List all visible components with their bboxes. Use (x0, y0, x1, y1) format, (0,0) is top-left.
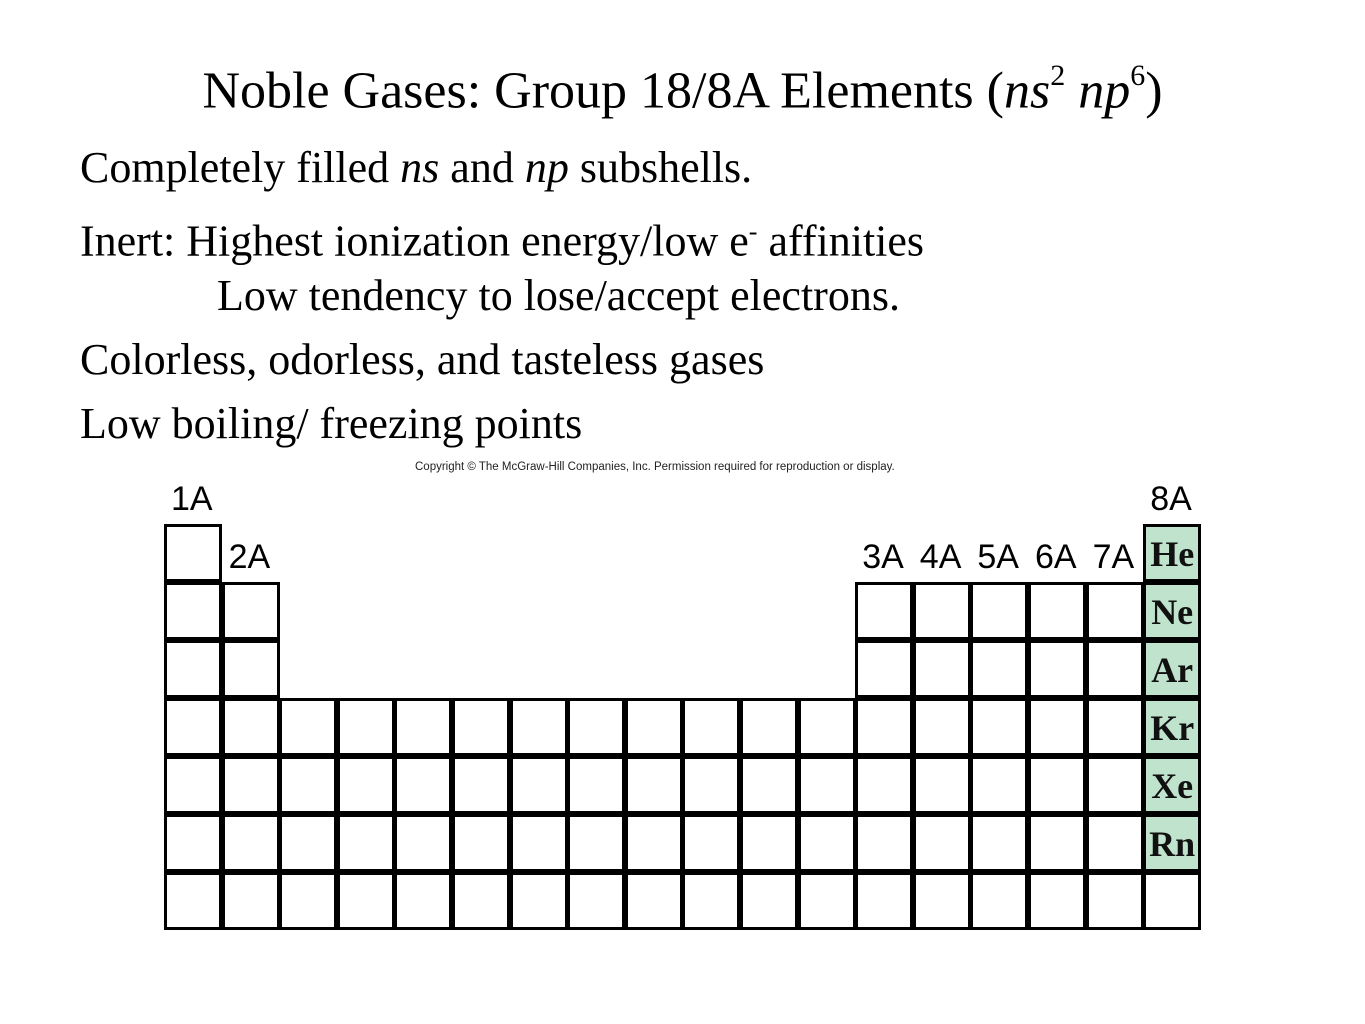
element-cell (625, 814, 683, 872)
group-label-3a: 3A (862, 538, 904, 576)
element-cell (222, 640, 280, 698)
element-cell (1086, 872, 1144, 930)
element-cell (1086, 756, 1144, 814)
element-cell (164, 582, 222, 640)
element-cell (164, 872, 222, 930)
element-cell (567, 872, 625, 930)
element-symbol: Ar (1151, 650, 1194, 690)
element-symbol: Xe (1151, 766, 1194, 806)
copyright-notice: Copyright © The McGraw-Hill Companies, Inc. Permission required for reproduction or display. (415, 461, 895, 473)
element-cell (394, 814, 452, 872)
noble-gas-cell (1143, 640, 1201, 698)
element-cell (913, 872, 971, 930)
element-cell (452, 814, 510, 872)
element-cell (798, 698, 856, 756)
element-cell (279, 756, 337, 814)
element-cell (222, 756, 280, 814)
element-cell (222, 582, 280, 640)
element-cell (1028, 582, 1086, 640)
element-cell (510, 698, 568, 756)
element-cell (970, 756, 1028, 814)
element-cell (682, 756, 740, 814)
element-cell (337, 756, 395, 814)
element-cell (855, 582, 913, 640)
group-label-8a: 8A (1150, 480, 1192, 518)
element-cell (164, 814, 222, 872)
element-cell (222, 814, 280, 872)
element-cell (567, 756, 625, 814)
element-cell (1086, 582, 1144, 640)
element-cell (970, 698, 1028, 756)
element-cell (913, 698, 971, 756)
element-cell (625, 756, 683, 814)
element-cell (394, 698, 452, 756)
element-cell (222, 698, 280, 756)
element-cell (222, 872, 280, 930)
group-label-5a: 5A (977, 538, 1019, 576)
property-line-4: Colorless, odorless, and tasteless gases (80, 335, 765, 384)
element-cell (970, 872, 1028, 930)
property-line-5: Low boiling/ freezing points (80, 399, 583, 448)
group-label-4a: 4A (919, 538, 962, 576)
element-cell (567, 814, 625, 872)
noble-gas-cell (1143, 698, 1201, 756)
element-cell (625, 872, 683, 930)
element-cell (1028, 756, 1086, 814)
element-cell (510, 872, 568, 930)
element-cell (452, 698, 510, 756)
element-cell (279, 872, 337, 930)
element-cell (510, 814, 568, 872)
element-cell (855, 698, 913, 756)
element-cell (1086, 814, 1144, 872)
noble-gas-cell (1143, 582, 1201, 640)
element-cell (798, 756, 856, 814)
element-cell (913, 756, 971, 814)
element-cell (855, 756, 913, 814)
element-cell (510, 756, 568, 814)
group-label-2a: 2A (228, 538, 271, 576)
noble-gas-cell (1143, 756, 1201, 814)
element-cell (279, 698, 337, 756)
element-cell (740, 814, 798, 872)
element-cell (164, 524, 222, 582)
element-cell (970, 582, 1028, 640)
element-symbol: Rn (1149, 824, 1196, 864)
noble-gas-cell (1143, 524, 1201, 582)
element-cell (1086, 640, 1144, 698)
group-label-7a: 7A (1092, 538, 1135, 576)
element-cell (913, 640, 971, 698)
element-cell (1028, 814, 1086, 872)
noble-gas-cell (1143, 814, 1201, 872)
element-cell (1143, 872, 1201, 930)
element-cell (970, 640, 1028, 698)
element-cell (1028, 872, 1086, 930)
page-title: Noble Gases: Group 18/8A Elements ($ns^2$ $np^6$) (202, 59, 1163, 120)
element-cell (1028, 640, 1086, 698)
property-line-1: Completely filled ns and np subshells. (80, 143, 753, 192)
element-cell (452, 872, 510, 930)
element-cell (567, 698, 625, 756)
element-cell (855, 814, 913, 872)
group-label-6a: 6A (1035, 538, 1077, 576)
element-cell (279, 814, 337, 872)
element-cell (452, 756, 510, 814)
element-cell (740, 872, 798, 930)
property-line-2: Inert: Highest ionization energy/low e- affinities (80, 216, 925, 266)
element-cell (913, 814, 971, 872)
element-cell (798, 872, 856, 930)
element-symbol: Ne (1151, 592, 1194, 632)
element-cell (394, 872, 452, 930)
element-cell (625, 698, 683, 756)
element-cell (855, 640, 913, 698)
element-cell (740, 698, 798, 756)
element-cell (164, 640, 222, 698)
property-list (80, 136, 924, 456)
element-cell (913, 582, 971, 640)
property-line-3: Low tendency to lose/accept electrons. (217, 271, 900, 320)
element-cell (682, 698, 740, 756)
element-cell (337, 872, 395, 930)
element-cell (337, 814, 395, 872)
element-cell (682, 814, 740, 872)
element-cell (798, 814, 856, 872)
element-cell (740, 756, 798, 814)
element-cell (164, 756, 222, 814)
element-cell (682, 872, 740, 930)
element-cell (394, 756, 452, 814)
element-symbol: Kr (1150, 708, 1195, 748)
element-cell (855, 872, 913, 930)
element-cell (164, 698, 222, 756)
element-cell (337, 698, 395, 756)
element-cell (1086, 698, 1144, 756)
element-cell (970, 814, 1028, 872)
element-symbol: He (1150, 534, 1195, 574)
element-cell (1028, 698, 1086, 756)
group-label-1a: 1A (171, 480, 213, 518)
